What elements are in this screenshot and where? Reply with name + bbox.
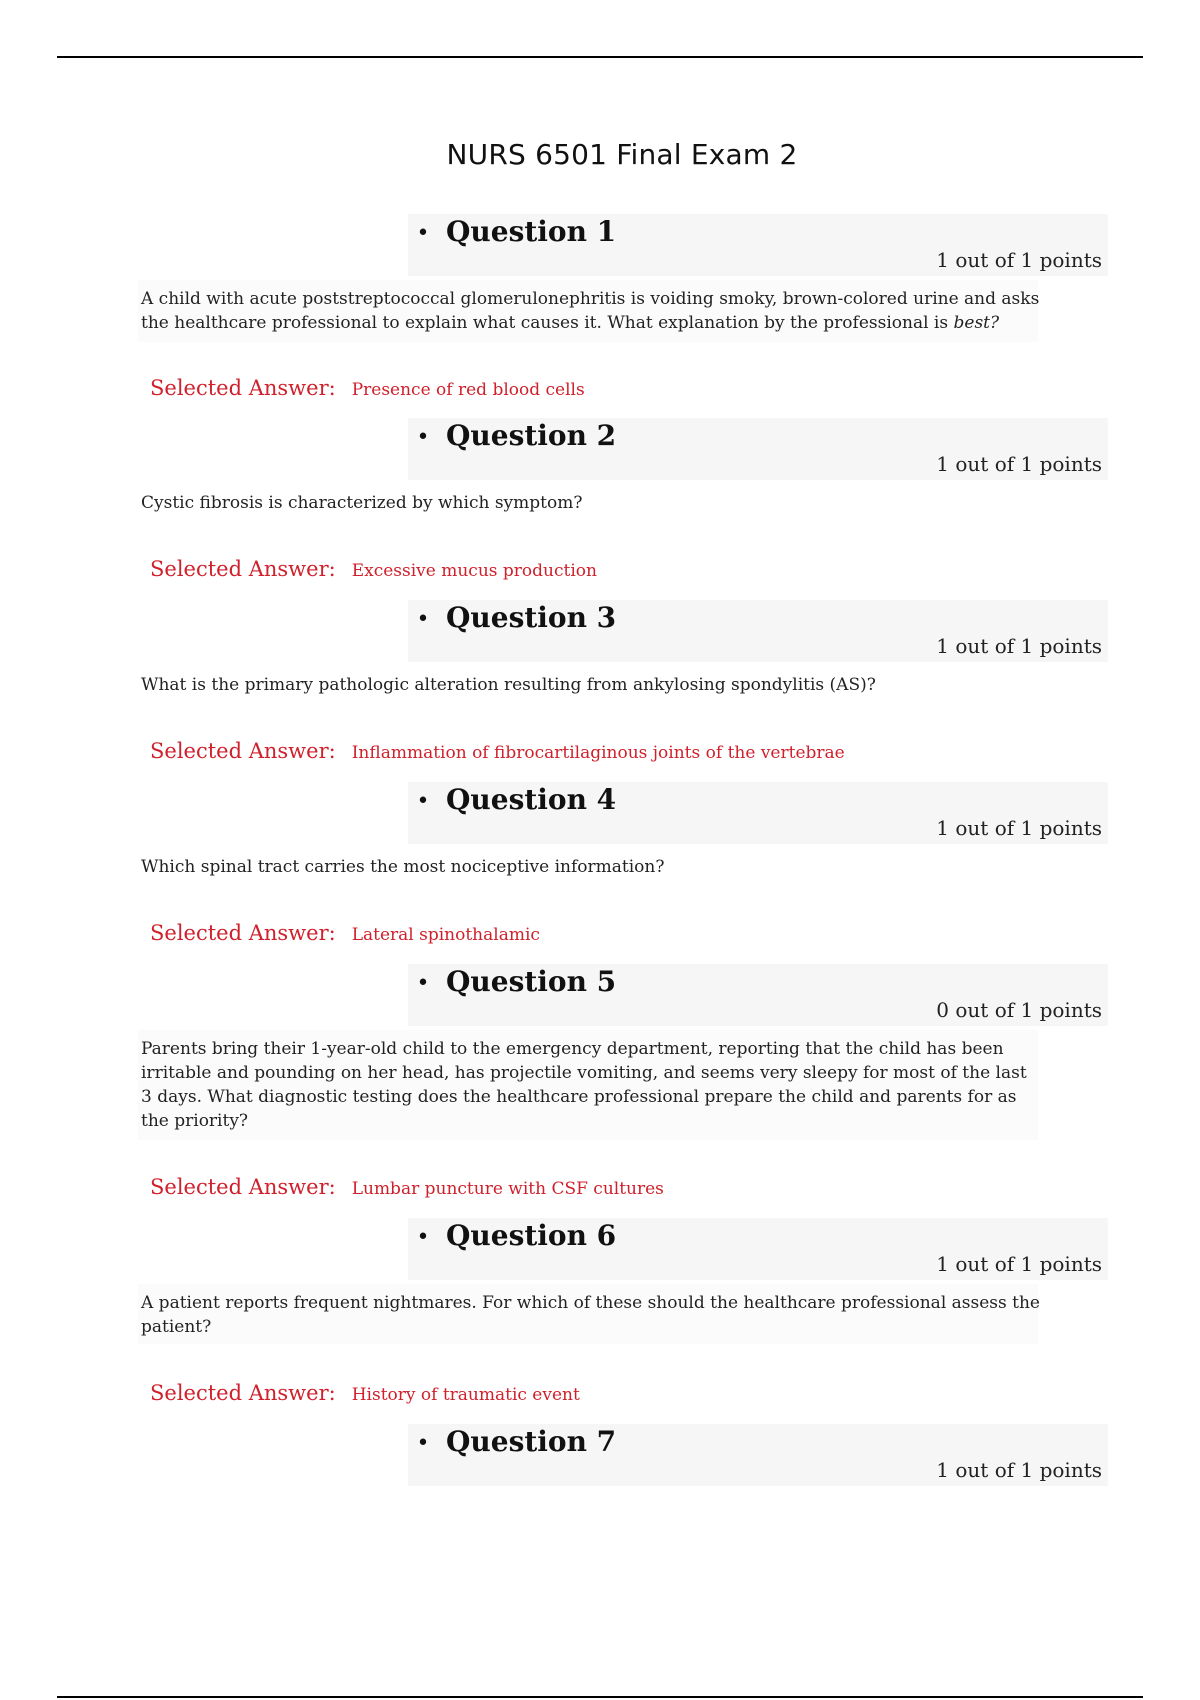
selected-answer-value: Lumbar puncture with CSF cultures: [351, 1179, 664, 1199]
bullet-icon: •: [416, 1431, 430, 1456]
selected-answer-label: Selected Answer:: [150, 376, 336, 400]
question-text: Which spinal tract carries the most nociceptive information?: [141, 857, 665, 877]
selected-answer-label: Selected Answer:: [150, 1381, 336, 1405]
question-points: 1 out of 1 points: [936, 816, 1102, 840]
bullet-icon: •: [416, 789, 430, 814]
question-header: [408, 782, 1108, 844]
selected-answer: [150, 1381, 1050, 1405]
bullet-icon: •: [416, 607, 430, 632]
selected-answer-label: Selected Answer:: [150, 921, 336, 945]
question-label: Question 2: [446, 419, 617, 452]
selected-answer-label: Selected Answer:: [150, 1175, 336, 1199]
question-points: 1 out of 1 points: [936, 452, 1102, 476]
question-header: [408, 600, 1108, 662]
selected-answer-value: Lateral spinothalamic: [351, 925, 540, 945]
question-label: Question 3: [446, 601, 617, 634]
selected-answer: [150, 921, 1050, 945]
question-points: 1 out of 1 points: [936, 1458, 1102, 1482]
selected-answer-value: Inflammation of fibrocartilaginous joints of the vertebrae: [351, 743, 845, 763]
selected-answer: [150, 739, 1050, 763]
question-points: 1 out of 1 points: [936, 248, 1102, 272]
bottom-rule: [57, 1696, 1143, 1698]
question-header: [408, 214, 1108, 276]
question-points: 0 out of 1 points: [936, 998, 1102, 1022]
question-header: [408, 964, 1108, 1026]
question-text: Parents bring their 1-year-old child to the emergency department, reporting that the child has been irritable and pounding on her head, has projectile vomiting, and seems very sleepy for most of the last 3 days. What diagnostic testing does the healthcare professional prepare the child and parents for as the priority?: [141, 1039, 1027, 1131]
question-label: Question 5: [446, 965, 617, 998]
question-header: [408, 418, 1108, 480]
question-text-emphasis: best?: [953, 313, 1000, 333]
bullet-icon: •: [416, 221, 430, 246]
selected-answer-label: Selected Answer:: [150, 739, 336, 763]
bullet-icon: •: [416, 425, 430, 450]
selected-answer-value: History of traumatic event: [351, 1385, 580, 1405]
selected-answer: [150, 557, 1050, 581]
question-points: 1 out of 1 points: [936, 634, 1102, 658]
question-text: Cystic fibrosis is characterized by which symptom?: [141, 493, 583, 513]
question-label: Question 6: [446, 1219, 617, 1252]
top-rule: [57, 56, 1143, 58]
selected-answer: [150, 376, 1050, 400]
bullet-icon: •: [416, 1225, 430, 1250]
question-header: [408, 1218, 1108, 1280]
question-label: Question 1: [446, 215, 617, 248]
question-label: Question 7: [446, 1425, 617, 1458]
question-points: 1 out of 1 points: [936, 1252, 1102, 1276]
selected-answer: [150, 1175, 1050, 1199]
bullet-icon: •: [416, 971, 430, 996]
page-title: NURS 6501 Final Exam 2: [446, 138, 798, 171]
selected-answer-value: Presence of red blood cells: [351, 380, 585, 400]
question-text: A patient reports frequent nightmares. For which of these should the healthcare professional assess the patient?: [141, 1293, 1040, 1337]
selected-answer-label: Selected Answer:: [150, 557, 336, 581]
question-text: What is the primary pathologic alteration resulting from ankylosing spondylitis (AS)?: [141, 675, 876, 695]
question-text: A child with acute poststreptococcal glomerulonephritis is voiding smoky, brown-colored urine and asks the healthcare professional to explain what causes it. What explanation by the professional is best?: [141, 289, 1040, 333]
selected-answer-value: Excessive mucus production: [351, 561, 597, 581]
question-header: [408, 1424, 1108, 1486]
question-label: Question 4: [446, 783, 617, 816]
